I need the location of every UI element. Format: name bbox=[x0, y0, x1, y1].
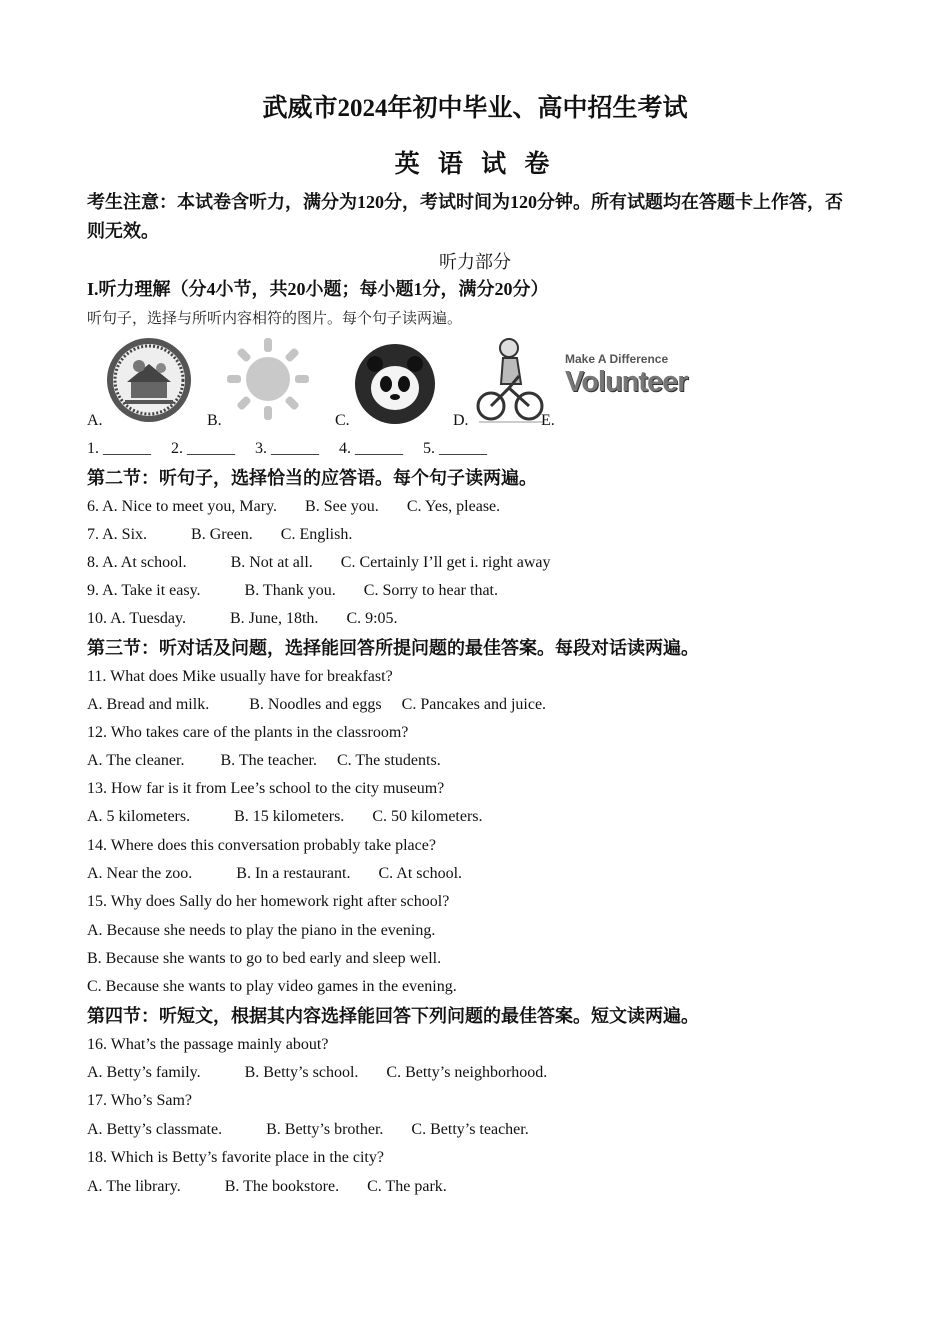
question-15-option-b: B. Because she wants to go to bed early and sleep well. bbox=[87, 950, 442, 967]
question-7 bbox=[87, 524, 352, 546]
picture-option-a bbox=[87, 336, 197, 432]
option-b: B. June, 18th. bbox=[229, 610, 319, 627]
volunteer-logo-icon bbox=[565, 352, 691, 399]
option-b: B. Thank you. bbox=[244, 582, 336, 599]
question-18-options bbox=[87, 1176, 447, 1198]
section4-heading: 第四节：听短文，根据其内容选择能回答下列问题的最佳答案。短文读两遍。 bbox=[87, 1006, 699, 1026]
picture-letter: B. bbox=[207, 412, 222, 429]
option-c: C. English. bbox=[280, 526, 353, 543]
question-11-text: 11. What does Mike usually have for breakfast? bbox=[87, 668, 393, 685]
option-a: A. Betty’s classmate. bbox=[87, 1121, 223, 1138]
option-a: A. The library. bbox=[87, 1178, 181, 1195]
option-b: B. Noodles and eggs bbox=[249, 696, 382, 713]
exam-notice: 考生注意：本试卷含听力，满分为120分，考试时间为120分钟。所有试题均在答题卡上作答，否则无效。 bbox=[87, 192, 843, 241]
option-c: C. Sorry to hear that. bbox=[363, 582, 498, 599]
option-c: C. Betty’s teacher. bbox=[411, 1121, 529, 1138]
option-c: C. Yes, please. bbox=[406, 498, 501, 515]
question-13-text: 13. How far is it from Lee’s school to the city museum? bbox=[87, 780, 445, 797]
option-b: B. In a restaurant. bbox=[236, 865, 351, 882]
panda-icon bbox=[353, 342, 437, 426]
section2-heading: 第二节：听句子，选择恰当的应答语。每个句子读两遍。 bbox=[87, 468, 537, 488]
picture-option-c bbox=[335, 336, 445, 432]
option-a: A. 5 kilometers. bbox=[87, 808, 191, 825]
question-8 bbox=[87, 552, 551, 574]
option-a: 7. A. Six. bbox=[87, 526, 148, 543]
option-b: B. Betty’s school. bbox=[244, 1064, 359, 1081]
question-13-options bbox=[87, 806, 483, 828]
picture-letter: C. bbox=[335, 412, 350, 429]
question-16-text: 16. What’s the passage mainly about? bbox=[87, 1036, 329, 1053]
option-a: 9. A. Take it easy. bbox=[87, 582, 201, 599]
option-b: B. The teacher. bbox=[220, 752, 317, 769]
question-9 bbox=[87, 580, 498, 602]
option-b: B. Green. bbox=[191, 526, 253, 543]
option-c: C. At school. bbox=[378, 865, 463, 882]
question-15-option-c: C. Because she wants to play video games in the evening. bbox=[87, 978, 457, 995]
logo-main-text: Volunteer bbox=[565, 366, 688, 398]
picture-option-b bbox=[207, 336, 317, 432]
option-c: C. The park. bbox=[367, 1178, 447, 1195]
ornate-plate-icon bbox=[105, 336, 193, 424]
picture-option-e bbox=[541, 336, 731, 432]
option-b: B. See you. bbox=[305, 498, 379, 515]
question-17-text: 17. Who’s Sam? bbox=[87, 1092, 193, 1109]
blank-3: 3. ______ bbox=[255, 440, 319, 457]
sun-icon bbox=[225, 336, 311, 422]
question-16-options bbox=[87, 1062, 547, 1084]
question-15-text: 15. Why does Sally do her homework right after school? bbox=[87, 893, 450, 910]
question-12-text: 12. Who takes care of the plants in the classroom? bbox=[87, 724, 409, 741]
option-b: B. The bookstore. bbox=[224, 1178, 340, 1195]
picture-options bbox=[87, 336, 727, 432]
picture-letter: D. bbox=[453, 412, 469, 429]
option-a: A. Near the zoo. bbox=[87, 865, 193, 882]
option-c: C. The students. bbox=[337, 752, 441, 769]
logo-top-text: Make A Difference bbox=[565, 352, 669, 366]
blank-2: 2. ______ bbox=[171, 440, 235, 457]
option-b: B. Betty’s brother. bbox=[266, 1121, 384, 1138]
option-a: 6. A. Nice to meet you, Mary. bbox=[87, 498, 278, 515]
section1-instruction: 听句子，选择与所听内容相符的图片。每个句子读两遍。 bbox=[87, 311, 463, 327]
option-b: B. 15 kilometers. bbox=[234, 808, 345, 825]
question-14-text: 14. Where does this conversation probably take place? bbox=[87, 837, 436, 854]
blank-4: 4. ______ bbox=[339, 440, 403, 457]
option-c: C. Betty’s neighborhood. bbox=[386, 1064, 548, 1081]
picture-letter: E. bbox=[541, 412, 555, 429]
question-10 bbox=[87, 608, 398, 630]
option-a: A. Bread and milk. bbox=[87, 696, 210, 713]
exam-subtitle: 英 语 试 卷 bbox=[394, 151, 556, 178]
option-c: C. 9:05. bbox=[346, 610, 398, 627]
listening-part-title: 听力部分 bbox=[439, 252, 511, 272]
answer-blanks bbox=[87, 438, 487, 460]
option-a: A. The cleaner. bbox=[87, 752, 185, 769]
option-c: C. Certainly I’ll get i. right away bbox=[340, 554, 551, 571]
cyclist-icon bbox=[475, 336, 545, 424]
question-17-options bbox=[87, 1119, 529, 1141]
question-18-text: 18. Which is Betty’s favorite place in the city? bbox=[87, 1149, 384, 1166]
section1-heading: I.听力理解（分4小节，共20小题；每小题1分，满分20分） bbox=[87, 279, 549, 299]
option-c: C. Pancakes and juice. bbox=[401, 696, 547, 713]
question-11-options bbox=[87, 694, 546, 716]
question-15-option-a: A. Because she needs to play the piano in the evening. bbox=[87, 922, 436, 939]
exam-title: 武威市2024年初中毕业、高中招生考试 bbox=[262, 95, 688, 122]
option-b: B. Not at all. bbox=[230, 554, 313, 571]
option-a: 8. A. At school. bbox=[87, 554, 187, 571]
blank-1: 1. ______ bbox=[87, 440, 151, 457]
section3-heading: 第三节：听对话及问题，选择能回答所提问题的最佳答案。每段对话读两遍。 bbox=[87, 638, 699, 658]
blank-5: 5. ______ bbox=[423, 440, 487, 457]
question-12-options bbox=[87, 750, 441, 772]
question-6 bbox=[87, 496, 500, 518]
question-14-options bbox=[87, 863, 462, 885]
option-a: A. Betty’s family. bbox=[87, 1064, 201, 1081]
picture-letter: A. bbox=[87, 412, 103, 429]
option-a: 10. A. Tuesday. bbox=[87, 610, 186, 627]
option-c: C. 50 kilometers. bbox=[372, 808, 483, 825]
